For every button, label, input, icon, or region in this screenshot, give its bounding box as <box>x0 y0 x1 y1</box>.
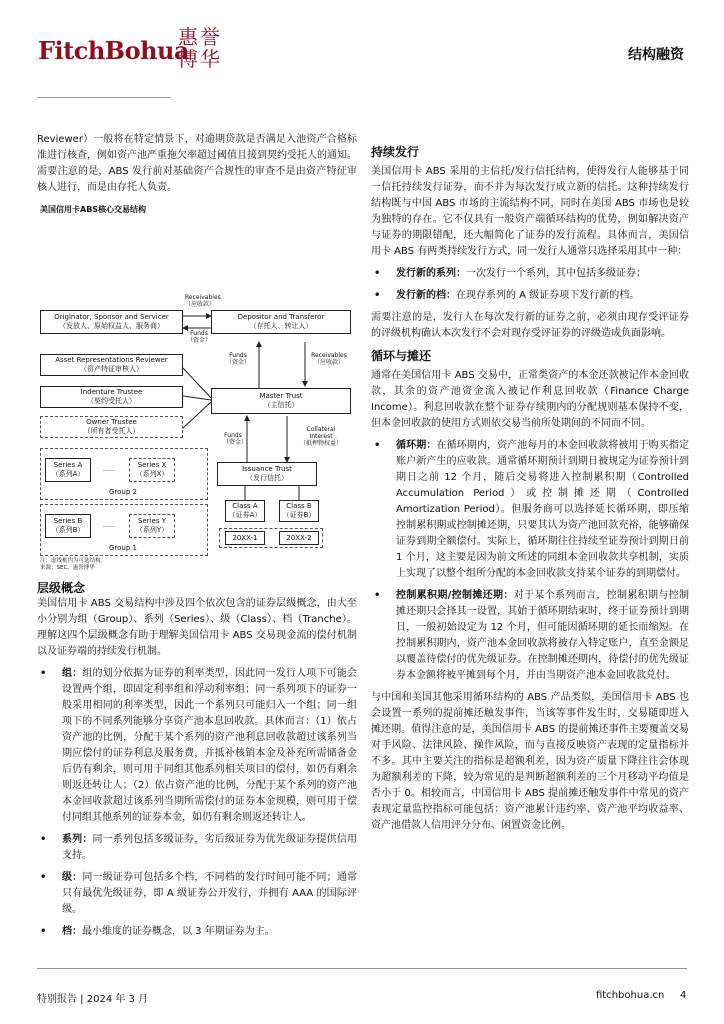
list-item-controlled-period: • 控制累积期/控制摊还期：对于某个系列而言，控制累积期与控制摊还期只会择其一设置，其始于循环期结束时，终于证券预计到期日，一般初始设定为 12 个月，但可能因循环期的延长而缩短。在控制累积期内，资产池本金回收款将被存入特定账户，直至金额足以覆盖待偿付的优先级证券。在控制摊还期内，待偿付的优先级证券本金额将被平摊到每个月，并由当期资产池本金回收款兑付。 <box>374 590 690 681</box>
diagram-note: 注：虚线框内为可选结构。 来源：SEC、惠誉博华 <box>40 558 107 571</box>
box-class-b: Class B （证券B） <box>279 500 319 522</box>
list-item-revolving-period: • 循环期：在循环期内，资产池每月的本金回收款将被用于购买指定账户新产生的应收款。通常循环期预计到期日被规定为证券预计到期日之前 12 个月，随后交易将进入控制累积期（Controlled Accumulation Period）或控制摊还期（Controlled Amortization Period）。但服务商可以选择延长循环期，即压缩控制累积期或控制摊还期，只要其认为资产池回款充裕，能够确保证券到期全额偿付。实际上，循环期往往持续至证券预计到期日前 1 个月，这主要是因为前文所述的同组本金回收款共享机制，实质上实现了以整个组所分配的本金回收款支持某个证券的到期偿付。 <box>374 440 690 579</box>
box-issuance-trust: Issuance Trust （发行信托） <box>217 462 317 486</box>
box-class-a: Class A （证券A） <box>225 500 265 522</box>
heading-levels: 层级概念 <box>37 581 86 595</box>
early-amortization-paragraph: 与中国和美国其他采用循环结构的 ABS 产品类似，美国信用卡 ABS 也会设置一系列的提前摊还触发事件，当该等事件发生时，交易随即进入摊还期。值得注意的是，美国信用卡 ABS 的提前摊还事件主要覆盖交易对手风险、法律风险、操作风险，而与直接反映资产表现的定量指标并不多。其中主要关注的指标是超额利差，因为资产质量下降往往会体现为超额利差的下降，较为常见的是判断超额利差的三个月移动平均值是否小于 0。相较而言，中国信用卡 ABS 提前摊还触发事件中常见的资产表现定量监控指标可能包括：资产池累计违约率、资产池平均收益率、资产池借款人信用评分分布、闲置资金比例。 <box>371 692 689 831</box>
box-asset-representations-reviewer: Asset Representations Reviewer （资产特征审核人） <box>40 354 183 376</box>
list-item-new-tranche: • 发行新的档：在现存系列的 A 级证券项下发行新的档。 <box>374 290 640 301</box>
label-receivables-1: Receivables （应收款） <box>185 294 221 308</box>
label-funds-3: Funds （资金） <box>223 432 248 446</box>
revolving-paragraph: 通常在美国信用卡 ABS 交易中，正常类资产的本金还款被记作本金回收款，其余的资产池资金流入被记作利息回收款（Finance Charge Income）。利息回收款在整个证券存续期内的分配规则基本保持不变，但本金回收款的使用方式则依交易当前所处期间的不同而不同。 <box>371 370 689 429</box>
list-item-new-series: • 发行新的系列：一次发行一个系列，其中包括多级证券； <box>374 268 646 279</box>
right-column <box>371 144 689 834</box>
label-receivables-2: Receivables （应收款） <box>311 352 347 366</box>
structure-diagram-lower <box>37 500 353 576</box>
list-item-tranche: • 档：最小维度的证券概念，以 3 年期证券为主。 <box>40 926 275 937</box>
levels-list <box>37 666 357 940</box>
ellipsis-g1: …… <box>103 522 115 529</box>
box-series-b: Series B （系列B） <box>45 514 91 538</box>
heading-revolving-amortization: 循环与摊还 <box>371 349 432 363</box>
header-divider <box>37 97 171 98</box>
issuance-methods-list <box>371 266 689 304</box>
owner-trustee-text: Owner Trustee （所有者受托人） <box>83 418 140 435</box>
group1-label: Group 1 <box>109 544 137 552</box>
series-y-text: Series Y （系列Y） <box>135 517 169 534</box>
continuous-issuance-note: 需要注意的是，发行人在每次发行新的证券之前，必须由现存受评证券的评级机构确认本次发行不会对现存受评证券的评级造成负面影响。 <box>371 312 689 339</box>
continuous-issuance-paragraph: 美国信用卡 ABS 采用的主信托/发行信托结构，使得发行人能够基于同一信托持续发行证券，而不并为每次发行成立新的信托。这种持续发行结构既与中国 ABS 市场的主流结构不同，同时在美国 ABS 市场也是较为独特的存在。它不仅具有一般资产端循环结构的优势，例如解决资产与证券的期限错配，还大幅简化了证券的发行流程。具体而言，美国信用卡 ABS 有两类持续发行方式，同一发行人通常只选择采用其中一种： <box>371 166 689 257</box>
link-arep-master <box>183 368 211 398</box>
box-tranche-1: 20XX-1 <box>225 531 265 545</box>
levels-intro: 美国信用卡 ABS 交易结构中涉及四个依次包含的证券层级概念，由大至小分别为组（Group）、系列（Series）、级（Class）、档（Tranche）。理解这四个层级概念有助于理解美国信用卡 ABS 交易现金流的偿付机制以及证券端的持续发行机制。 <box>37 598 357 657</box>
heading-continuous-issuance: 持续发行 <box>371 145 420 159</box>
page-number: 4 <box>680 990 687 1001</box>
link-owner-master <box>183 402 211 428</box>
footer-divider <box>37 968 687 969</box>
list-item-group: • 组：组的划分依据为证券的利率类型，因此同一发行人项下可能会设置两个组，即固定利率组和浮动利率组；同一系列项下的证券一般采用相同的利率类型，因此一个系列只可能归入一个组；同一组项下的不同系列能够分享资产池本息回收款。具体而言：（1）依占资产池的比例，分配于某个系列的资产池利息回收款超过该系列当期应偿付的证券利息及服务费，并抵补核销本金及补充所需储备金后仍有剩余，则可用于同组其他系列相关项目的偿付，如仍有剩余则返还转让人；（2）依占资产池的比例，分配于某个系列的资产池本金回收款超过该系列当期所需偿付的证券本金规模，则可用于偿付同组其他系列的证券本金，如仍有剩余则返还转让人。 <box>40 668 358 823</box>
footer-website[interactable]: fitchbohua.cn <box>596 990 665 1001</box>
list-item-class: • 级：同一级证券可包括多个档，不同档的发行时间可能不同；通常只有最优先级证券，即 A 级证券公开发行，并拥有 AAA 的国际评级。 <box>40 872 358 915</box>
link-indenture-master <box>183 396 211 400</box>
label-funds-2: Funds （资金） <box>225 352 250 366</box>
structure-diagram <box>37 204 353 500</box>
logo-chinese: 惠誉博华 <box>178 25 222 71</box>
box-master-trust: Master Trust （主信托） <box>211 388 351 414</box>
section-tag: 结构融资 <box>628 47 684 63</box>
diagram-title: 美国信用卡ABS核心交易结构 <box>40 205 147 214</box>
box-indenture-trustee: Indenture Trustee （契约受托人） <box>40 386 183 408</box>
box-originator: Originator, Sponsor and Servicer （发放人、原始权益人、服务商） <box>40 310 183 334</box>
box-series-a: Series A （系列A） <box>45 458 91 482</box>
ellipsis-g2: …… <box>103 466 115 473</box>
left-column <box>37 132 357 940</box>
intro-paragraph: Reviewer）一般将在特定情景下，对逾期贷款是否满足入池资产合格标准进行核查，例如资产池严重拖欠率超过阈值且接到契约受托人的通知。需要注意的是，ABS 发行前对基础资产合规性的审查不是由资产特征审核人进行，而是由存托人负责。 <box>37 134 357 193</box>
list-item-series: • 系列：同一系列包括多级证券，劣后级证券为优先级证券提供信用支持。 <box>40 834 358 861</box>
box-tranche-2: 20XX-2 <box>279 531 319 545</box>
logo-latin: FitchBohua <box>38 36 190 65</box>
label-collateral-interest: Collateral Interest （抵押物权益） <box>299 426 342 447</box>
series-x-text: Series X （系列X） <box>135 461 169 478</box>
group2-label: Group 2 <box>109 488 137 496</box>
period-list <box>371 438 689 684</box>
box-depositor: Depositor and Transferor （存托人、转让人） <box>211 310 351 334</box>
label-funds-1: Funds （资金） <box>187 330 212 344</box>
footer-report-date: 特别报告 | 2024 年 3 月 <box>37 994 149 1005</box>
